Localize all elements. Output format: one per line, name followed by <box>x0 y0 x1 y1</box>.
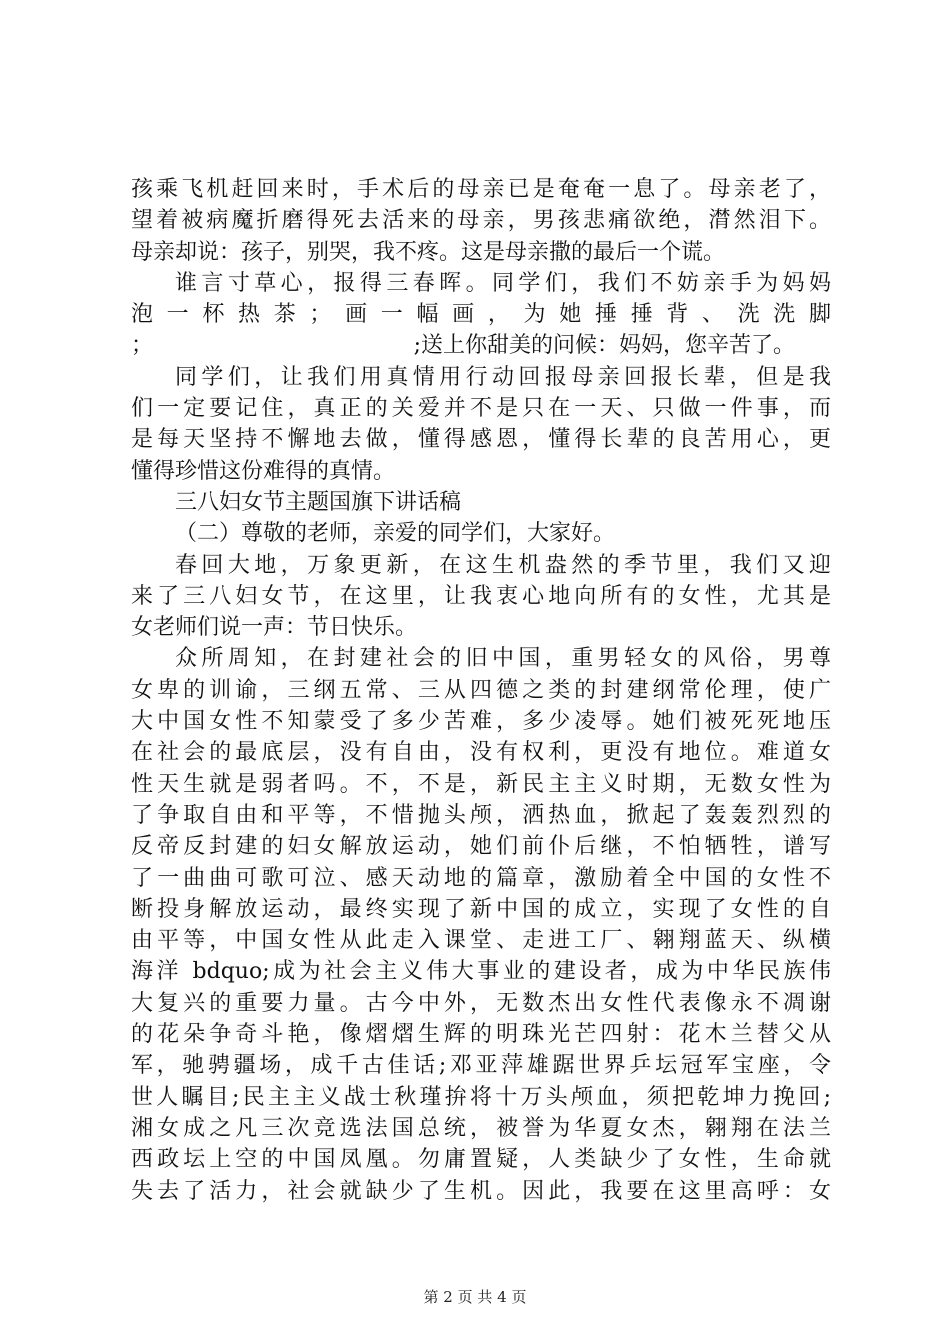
text-line: 来了三八妇女节，在这里，让我衷心地向所有的女性，尤其是 <box>131 583 831 609</box>
text-line: 了争取自由和平等，不惜抛头颅，洒热血，掀起了轰轰烈烈的 <box>131 802 831 828</box>
text-line: 性天生就是弱者吗。不，不是，新民主主义时期，无数女性为 <box>131 771 831 797</box>
text-line: 春回大地，万象更新，在这生机盎然的季节里，我们又迎 <box>175 552 831 578</box>
text-fragment: ； <box>131 333 154 359</box>
text-line: 女卑的训谕，三纲五常、三从四德之类的封建纲常伦理，使广 <box>131 677 831 703</box>
text-line: 孩乘飞机赶回来时，手术后的母亲已是奄奄一息了。母亲老了， <box>131 177 831 202</box>
text-line: 湘女成之凡三次竞选法国总统，被誉为华夏女杰，翱翔在法兰 <box>131 1115 831 1141</box>
text-line: 军，驰骋疆场，成千古佳话;邓亚萍雄踞世界乒坛冠军宝座，令 <box>131 1053 831 1079</box>
text-fragment: ;送上你甜美的问候：妈妈，您辛苦了。 <box>413 333 795 359</box>
text-line-split <box>131 330 831 361</box>
text-line: 是每天坚持不懈地去做，懂得感恩，懂得长辈的良苦用心，更 <box>131 427 831 453</box>
text-line: （二）尊敬的老师，亲爱的同学们，大家好。 <box>175 521 616 547</box>
text-line: 同学们，让我们用真情用行动回报母亲回报长辈，但是我 <box>175 364 831 390</box>
text-line: 的花朵争奇斗艳，像熠熠生辉的明珠光芒四射：花木兰替父从 <box>131 1022 831 1048</box>
text-line: 懂得珍惜这份难得的真情。 <box>131 458 396 484</box>
text-line: 谁言寸草心，报得三春晖。同学们，我们不妨亲手为妈妈 <box>175 270 831 296</box>
text-line: 女老师们说一声：节日快乐。 <box>131 615 418 641</box>
text-line: 由平等，中国女性从此走入课堂、走进工厂、翱翔蓝天、纵横 <box>131 928 831 954</box>
text-line: 海洋 bdquo;成为社会主义伟大事业的建设者，成为中华民族伟 <box>131 959 831 985</box>
document-body <box>131 174 831 1207</box>
text-line: 泡一杯热茶；画一幅画，为她捶捶背、洗洗脚 <box>131 302 831 328</box>
text-line: 望着被病魔折磨得死去活来的母亲，男孩悲痛欲绝，潸然泪下。 <box>131 208 831 234</box>
text-line: 众所周知，在封建社会的旧中国，重男轻女的风俗，男尊 <box>175 646 831 672</box>
text-line: 大中国女性不知蒙受了多少苦难，多少凌辱。她们被死死地压 <box>131 709 831 735</box>
section-title: 三八妇女节主题国旗下讲话稿 <box>175 489 462 515</box>
text-line: 母亲却说：孩子，别哭，我不疼。这是母亲撒的最后一个谎。 <box>131 239 726 265</box>
text-line: 西政坛上空的中国凤凰。勿庸置疑，人类缺少了女性，生命就 <box>131 1147 831 1173</box>
text-line: 们一定要记住，真正的关爱并不是只在一天、只做一件事，而 <box>131 396 831 422</box>
text-line: 世人瞩目;民主主义战士秋瑾拚将十万头颅血，须把乾坤力挽回; <box>131 1084 831 1110</box>
text-line: 反帝反封建的妇女解放运动，她们前仆后继，不怕牺牲，谱写 <box>131 834 831 860</box>
text-line: 失去了活力，社会就缺少了生机。因此，我要在这里高呼：女 <box>131 1178 831 1204</box>
text-line: 大复兴的重要力量。古今中外，无数杰出女性代表像永不凋谢 <box>131 990 831 1016</box>
text-line: 了一曲曲可歌可泣、感天动地的篇章，激励着全中国的女性不 <box>131 865 831 891</box>
page-footer: 第 2 页 共 4 页 <box>423 1288 527 1306</box>
text-line: 断投身解放运动，最终实现了新中国的成立，实现了女性的自 <box>131 896 831 922</box>
text-line: 在社会的最底层，没有自由，没有权利，更没有地位。难道女 <box>131 740 831 766</box>
